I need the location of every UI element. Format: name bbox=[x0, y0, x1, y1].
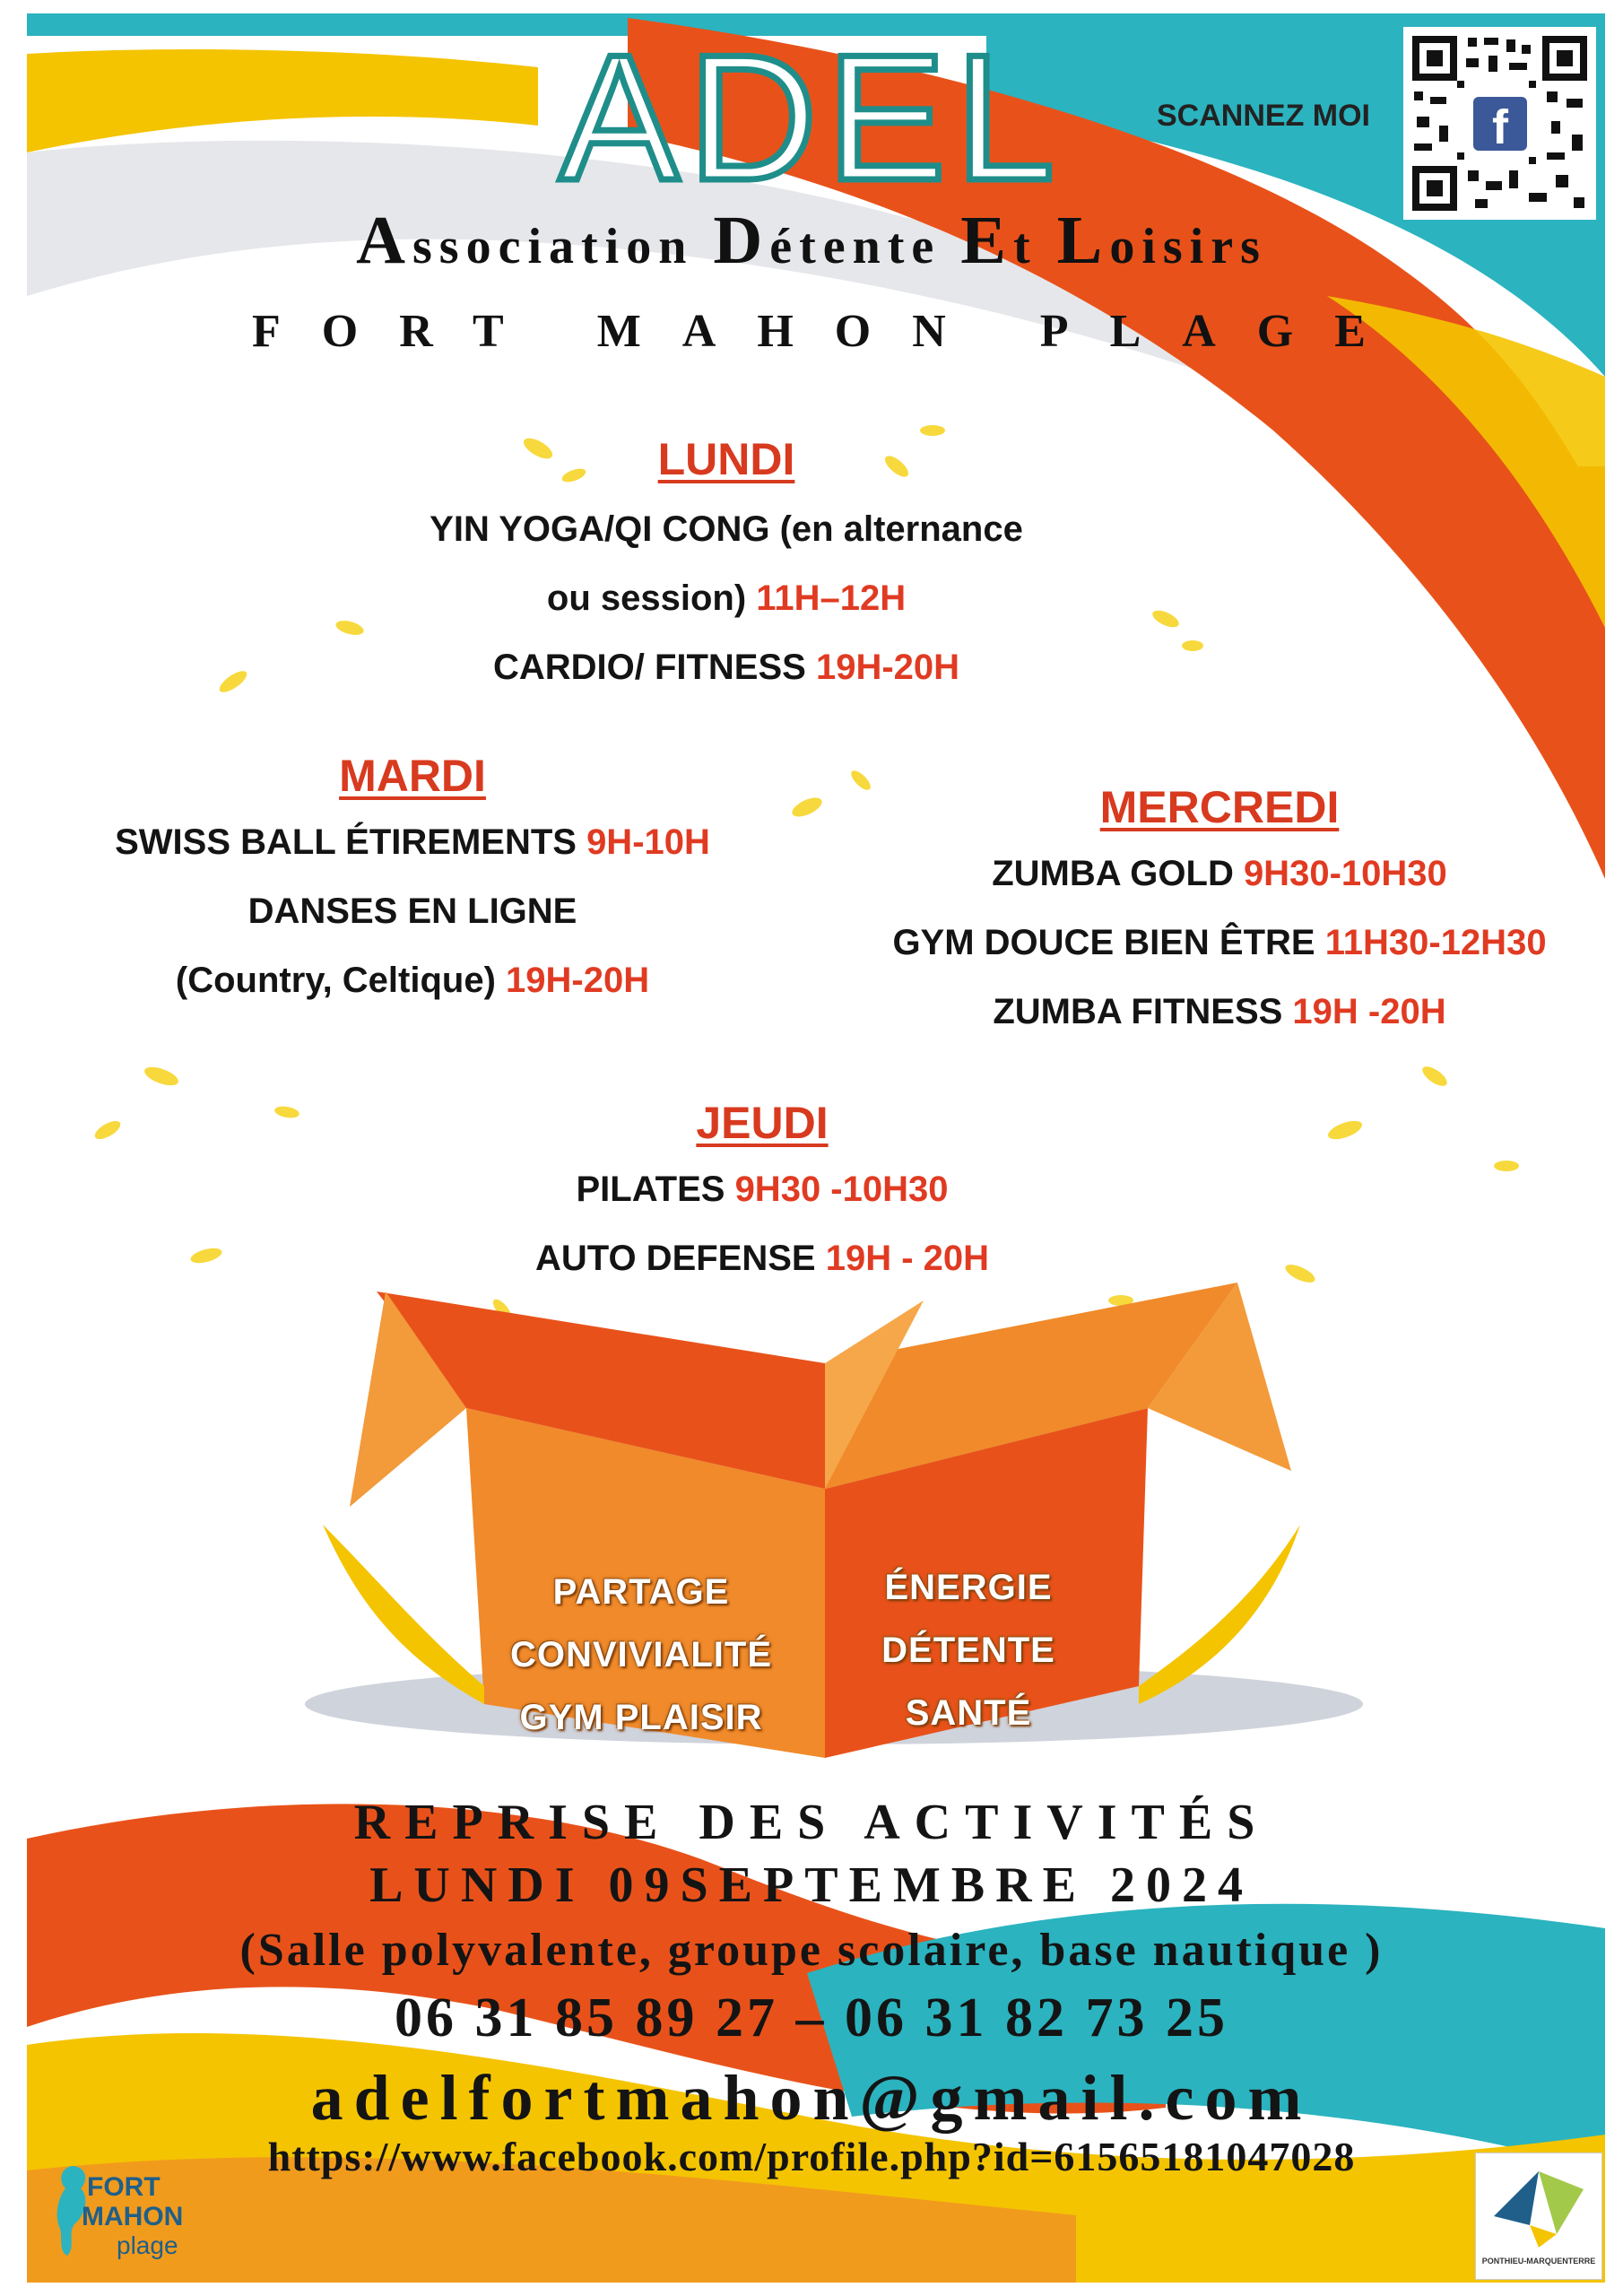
qr-code[interactable] bbox=[1403, 27, 1596, 220]
day-jeudi: JEUDI bbox=[696, 1098, 829, 1148]
assoc-rest-1: ssociation bbox=[412, 219, 714, 274]
jeudi-line-1 bbox=[404, 1155, 1121, 1224]
phone-numbers: 06 31 85 89 27 – 06 31 82 73 25 bbox=[395, 1987, 1228, 2048]
schedule-jeudi bbox=[404, 1096, 1121, 1293]
box-word-sante: SANTÉ bbox=[905, 1693, 1032, 1733]
venue-text: (Salle polyvalente, groupe scolaire, base nautique ) bbox=[239, 1925, 1384, 1976]
box-words-left bbox=[475, 1561, 807, 1749]
box-word-partage: PARTAGE bbox=[552, 1572, 730, 1612]
mercredi-line-2-text: GYM DOUCE BIEN ÊTRE bbox=[892, 923, 1325, 962]
mardi-line-3-text: (Country, Celtique) bbox=[175, 961, 507, 1000]
reprise-title: REPRISE DES ACTIVITÉS bbox=[353, 1795, 1270, 1850]
mercredi-line-1-time: 9H30-10H30 bbox=[1243, 854, 1447, 893]
mardi-line-1-time: 9H-10H bbox=[586, 822, 710, 862]
box-word-energie: ÉNERGIE bbox=[884, 1568, 1053, 1607]
location-title: FORT MAHON PLAGE bbox=[252, 306, 1407, 357]
assoc-cap-1: A bbox=[356, 203, 412, 278]
ponthieu-marquenterre-logo bbox=[1475, 2152, 1602, 2280]
jeudi-line-1-text: PILATES bbox=[576, 1170, 735, 1209]
reprise-date: LUNDI 09SEPTEMBRE 2024 bbox=[369, 1857, 1254, 1913]
lundi-line-3-text: CARDIO/ FITNESS bbox=[492, 648, 816, 687]
lundi-line-1: YIN YOGA/QI CONG (en alternance bbox=[430, 509, 1023, 549]
mercredi-line-3-time: 19H -20H bbox=[1292, 992, 1446, 1031]
assoc-rest-4: oisirs bbox=[1109, 219, 1267, 274]
day-mercredi: MERCREDI bbox=[1099, 782, 1340, 832]
scan-label: SCANNEZ MOI bbox=[1157, 99, 1370, 133]
jeudi-line-1-time: 9H30 -10H30 bbox=[734, 1170, 949, 1209]
jeudi-line-2-text: AUTO DEFENSE bbox=[534, 1239, 826, 1278]
box-word-convivialite: CONVIVIALITÉ bbox=[509, 1635, 773, 1674]
mercredi-line-2-time: 11H30-12H30 bbox=[1324, 923, 1547, 962]
assoc-cap-4: L bbox=[1056, 203, 1110, 278]
assoc-cap-2: D bbox=[713, 203, 770, 278]
community-logo-icon bbox=[1476, 2153, 1601, 2252]
community-logo-caption: PONTHIEU-MARQUENTERRE bbox=[1481, 2257, 1596, 2266]
mercredi-line-3 bbox=[816, 978, 1623, 1047]
svg-text:ADEL: ADEL bbox=[559, 18, 1064, 206]
svg-text:f: f bbox=[1492, 100, 1508, 154]
lundi-line-3-time: 19H-20H bbox=[815, 648, 960, 687]
logo-line-3: plage bbox=[117, 2231, 178, 2259]
assoc-cap-3: E bbox=[960, 203, 1013, 278]
logo-line-2: MAHON bbox=[82, 2202, 184, 2231]
mardi-line-1-text: SWISS BALL ÉTIREMENTS bbox=[115, 822, 587, 862]
email-address[interactable]: adelfortmahon@gmail.com bbox=[310, 2062, 1313, 2134]
association-name bbox=[0, 202, 1623, 280]
jeudi-line-2 bbox=[404, 1224, 1121, 1293]
day-mardi: MARDI bbox=[339, 751, 486, 801]
mercredi-line-1-text: ZUMBA GOLD bbox=[992, 854, 1244, 893]
mercredi-line-1 bbox=[816, 839, 1623, 909]
box-words-right bbox=[825, 1556, 1112, 1744]
schedule-lundi bbox=[368, 432, 1085, 702]
day-lundi: LUNDI bbox=[657, 434, 795, 484]
jeudi-line-2-time: 19H - 20H bbox=[825, 1239, 990, 1278]
mercredi-line-3-text: ZUMBA FITNESS bbox=[993, 992, 1293, 1031]
fort-mahon-logo bbox=[49, 2152, 193, 2278]
facebook-link[interactable]: https://www.facebook.com/profile.php?id=61565181047028 bbox=[267, 2134, 1356, 2179]
box-word-gym-plaisir: GYM PLAISIR bbox=[519, 1698, 763, 1737]
lundi-line-2-text: ou session) bbox=[546, 578, 757, 618]
logo-line-1: FORT bbox=[87, 2172, 161, 2202]
mercredi-line-2 bbox=[816, 909, 1623, 978]
mardi-line-3 bbox=[54, 946, 771, 1015]
assoc-rest-2: étente bbox=[769, 219, 961, 274]
schedule-mercredi bbox=[816, 780, 1623, 1047]
schedule-mardi bbox=[54, 749, 771, 1015]
mardi-line-2: DANSES EN LIGNE bbox=[247, 891, 577, 931]
assoc-rest-3: t bbox=[1012, 219, 1057, 274]
lundi-line-3 bbox=[368, 633, 1085, 702]
mardi-line-1 bbox=[54, 808, 771, 877]
mardi-line-3-time: 19H-20H bbox=[506, 961, 650, 1000]
box-word-detente: DÉTENTE bbox=[881, 1631, 1055, 1670]
lundi-line-2-time: 11H–12H bbox=[756, 578, 907, 618]
lundi-line-2 bbox=[368, 564, 1085, 633]
